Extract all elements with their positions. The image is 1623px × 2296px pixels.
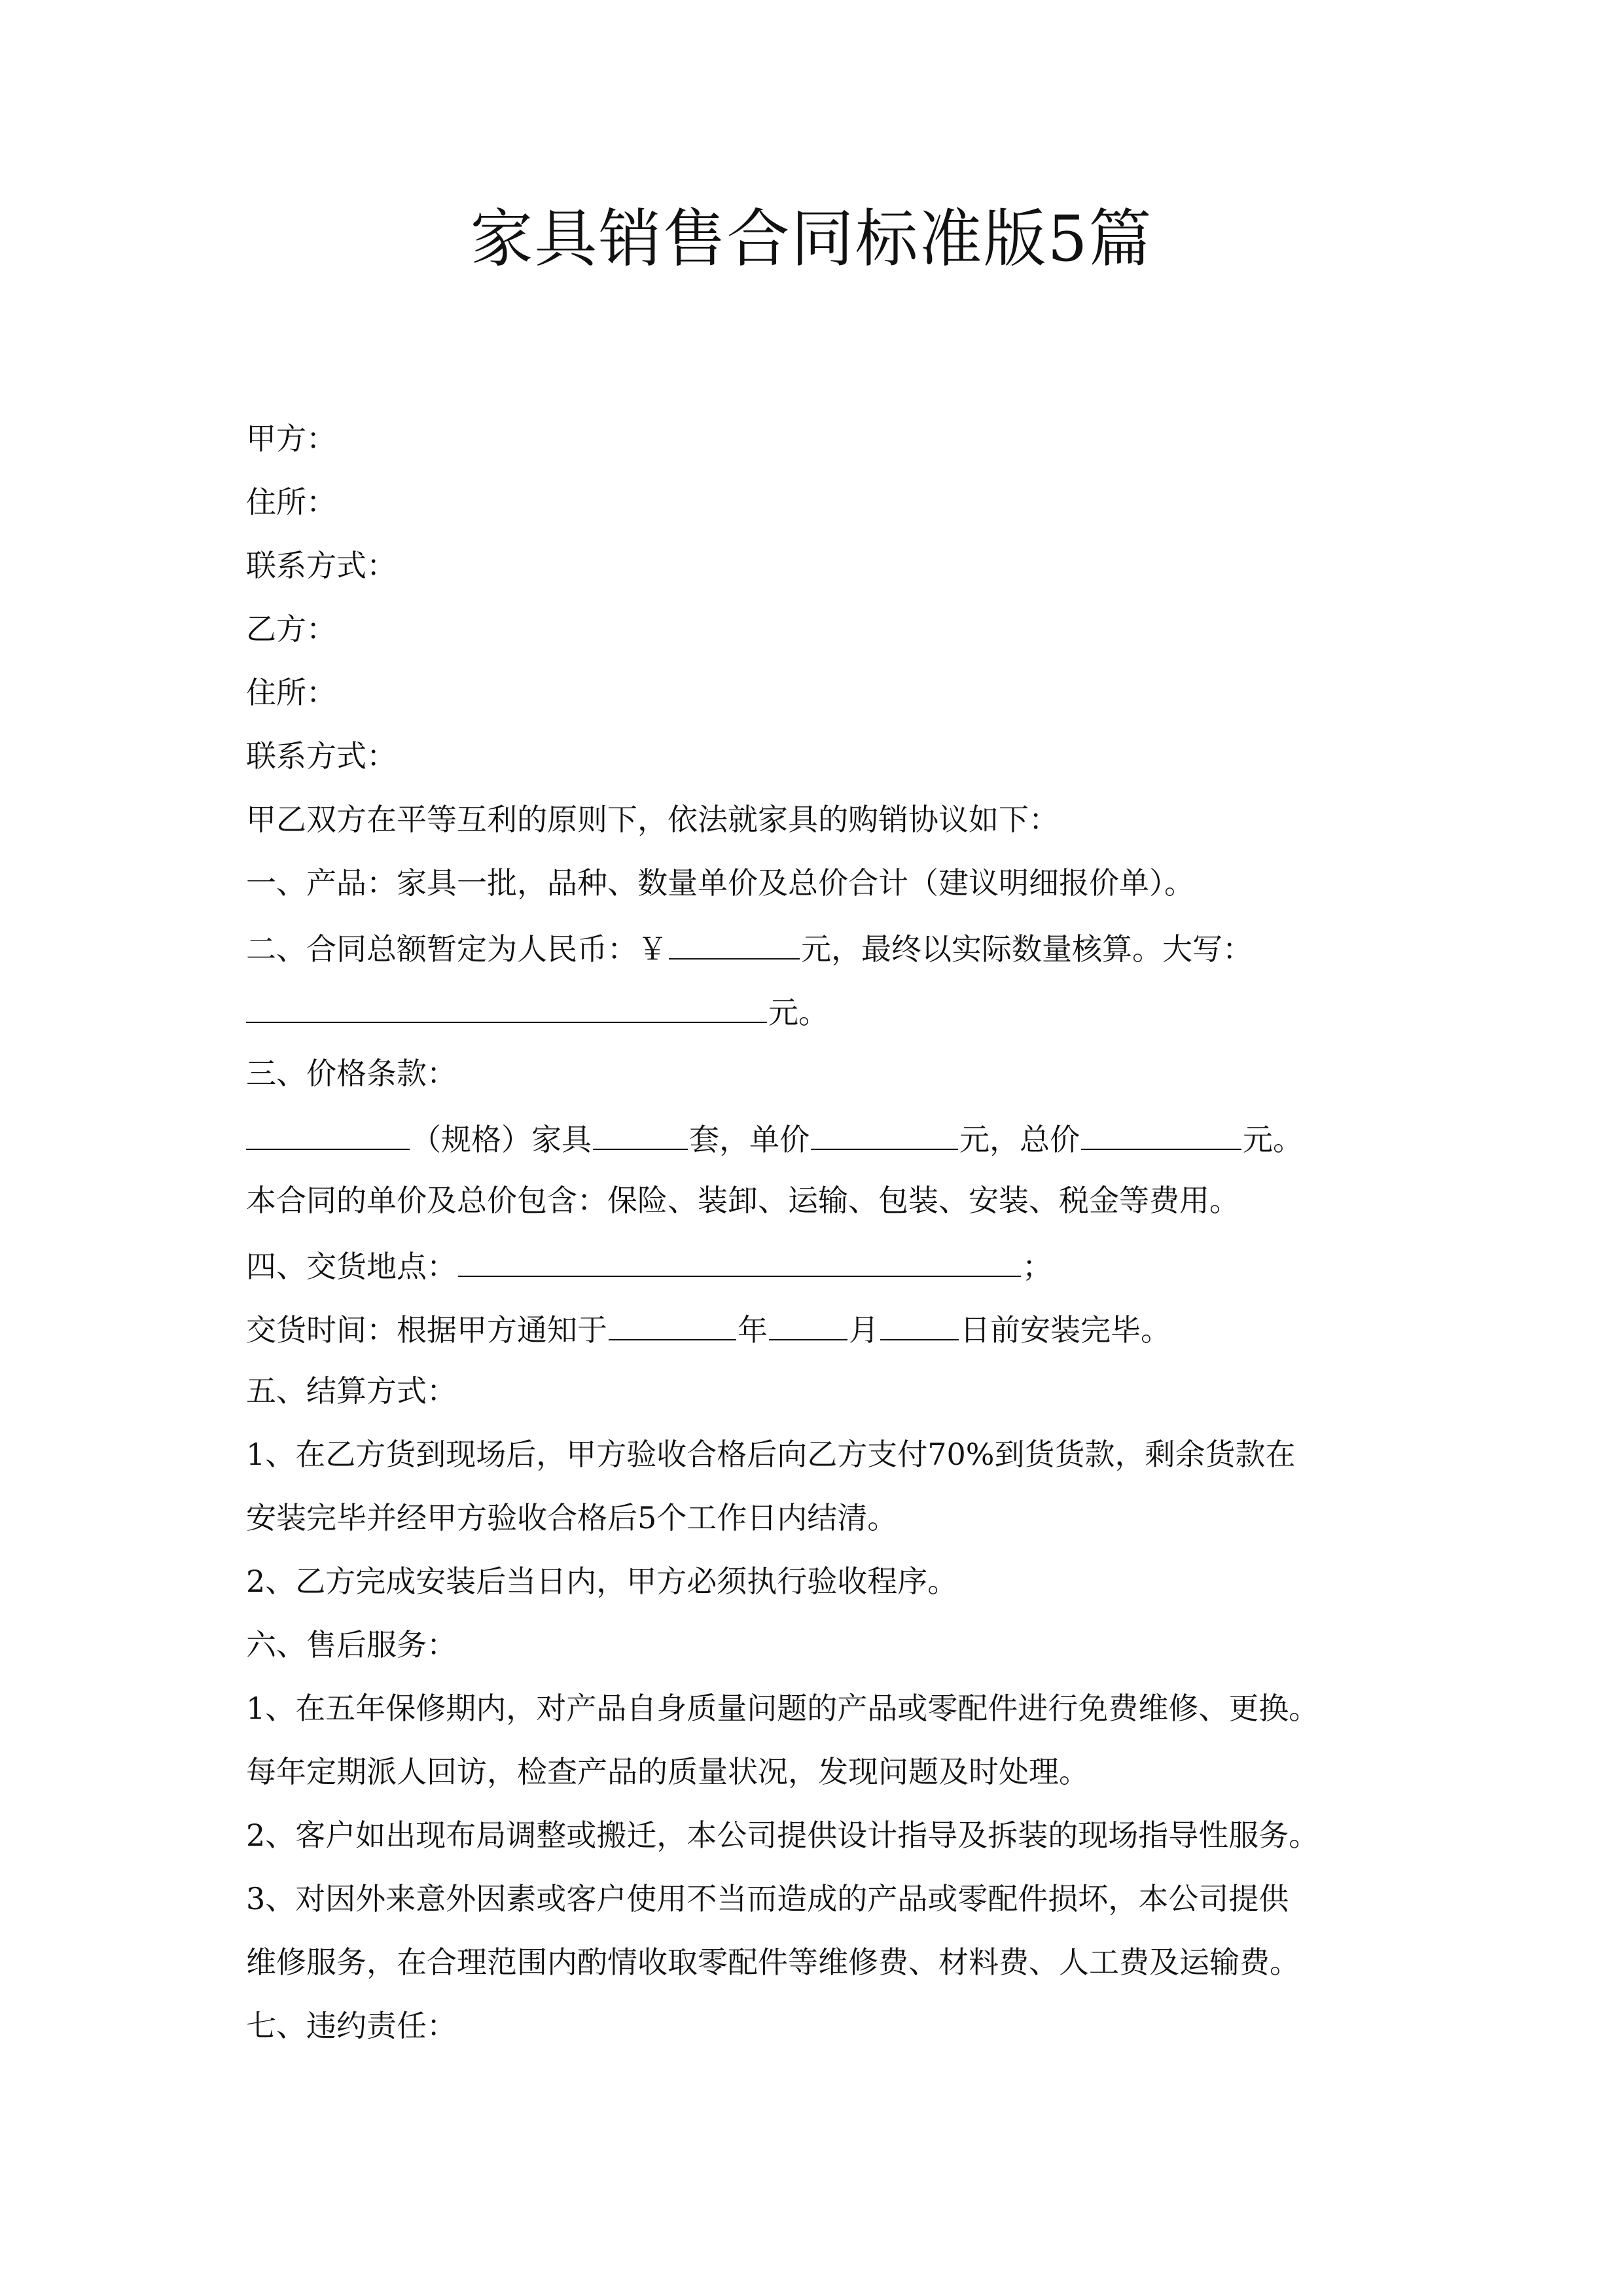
section-5-item-2: 2、乙方完成安装后当日内，甲方必须执行验收程序。 bbox=[246, 1564, 958, 1599]
section-7-heading: 七、违约责任： bbox=[246, 2008, 457, 2043]
party-b-label: 乙方： bbox=[246, 611, 336, 647]
spec-blank bbox=[246, 1117, 410, 1150]
month-blank bbox=[769, 1308, 847, 1340]
section-2-text-b: 元，最终以实际数量核算。大写： bbox=[801, 931, 1253, 967]
section-1-product: 一、产品：家具一批，品种、数量单价及总价合计（建议明细报价单）。 bbox=[246, 865, 1194, 901]
section-4-text-f: 日前安装完毕。 bbox=[960, 1312, 1171, 1348]
section-2-text-a: 二、合同总额暂定为人民币：￥ bbox=[246, 931, 668, 967]
section-6-item-3-line-1: 3、对因外来意外因素或客户使用不当而造成的产品或零配件损坏，本公司提供 bbox=[246, 1881, 1289, 1916]
year-blank bbox=[609, 1308, 736, 1340]
section-3-price-line bbox=[246, 1117, 1411, 1159]
total-price-blank bbox=[1081, 1117, 1241, 1150]
section-3-text-c: 元，总价 bbox=[959, 1122, 1080, 1157]
section-3-text-a: （规格）家具 bbox=[411, 1122, 592, 1157]
document-title: 家具销售合同标准版5篇 bbox=[470, 202, 1153, 276]
intro-paragraph: 甲乙双方在平等互利的原则下，依法就家具的购销协议如下： bbox=[246, 802, 1059, 837]
section-2-contract-amount bbox=[246, 927, 1411, 969]
section-5-item-1-line-1: 1、在乙方货到现场后，甲方验收合格后向乙方支付70%到货货款，剩余货款在 bbox=[246, 1437, 1296, 1472]
section-2-text-c: 元。 bbox=[768, 995, 829, 1030]
section-3-price-note: 本合同的单价及总价包含：保险、装卸、运输、包装、安装、税金等费用。 bbox=[246, 1183, 1240, 1218]
section-3-text-b: 套，单价 bbox=[689, 1122, 810, 1157]
section-6-item-3-line-2: 维修服务，在合理范围内酌情收取零配件等维修费、材料费、人工费及运输费。 bbox=[246, 1945, 1300, 1980]
section-4-delivery-place bbox=[246, 1244, 1411, 1286]
section-6-item-1-line-2: 每年定期派人回访，检查产品的质量状况，发现问题及时处理。 bbox=[246, 1754, 1089, 1789]
day-blank bbox=[880, 1308, 959, 1340]
section-4-text-a: 四、交货地点： bbox=[246, 1249, 457, 1284]
section-3-heading: 三、价格条款： bbox=[246, 1056, 457, 1091]
section-5-item-1-line-2: 安装完毕并经甲方验收合格后5个工作日内结清。 bbox=[246, 1500, 898, 1535]
party-b-address: 住所： bbox=[246, 675, 336, 710]
party-a-label: 甲方： bbox=[246, 421, 336, 456]
section-6-item-1-line-1: 1、在五年保修期内，对产品自身质量问题的产品或零配件进行免费维修、更换。 bbox=[246, 1691, 1319, 1726]
section-4-text-c: 交货时间：根据甲方通知于 bbox=[246, 1312, 607, 1348]
section-6-heading: 六、售后服务： bbox=[246, 1627, 457, 1662]
section-4-text-b: ； bbox=[1022, 1249, 1052, 1284]
section-5-heading: 五、结算方式： bbox=[246, 1373, 457, 1408]
section-2-amount-words bbox=[246, 990, 1411, 1032]
section-3-text-d: 元。 bbox=[1243, 1122, 1303, 1157]
section-6-item-2: 2、客户如出现布局调整或搬迁，本公司提供设计指导及拆装的现场指导性服务。 bbox=[246, 1818, 1319, 1853]
delivery-place-blank bbox=[458, 1244, 1021, 1277]
section-4-text-d: 年 bbox=[738, 1312, 768, 1348]
unit-price-blank bbox=[811, 1117, 958, 1150]
quantity-blank bbox=[593, 1117, 688, 1150]
party-a-contact: 联系方式： bbox=[246, 548, 397, 583]
amount-words-blank bbox=[246, 990, 767, 1023]
party-b-contact: 联系方式： bbox=[246, 738, 397, 774]
amount-blank bbox=[669, 927, 800, 960]
party-a-address: 住所： bbox=[246, 484, 336, 520]
section-4-text-e: 月 bbox=[849, 1312, 879, 1348]
section-4-delivery-time bbox=[246, 1308, 1411, 1350]
